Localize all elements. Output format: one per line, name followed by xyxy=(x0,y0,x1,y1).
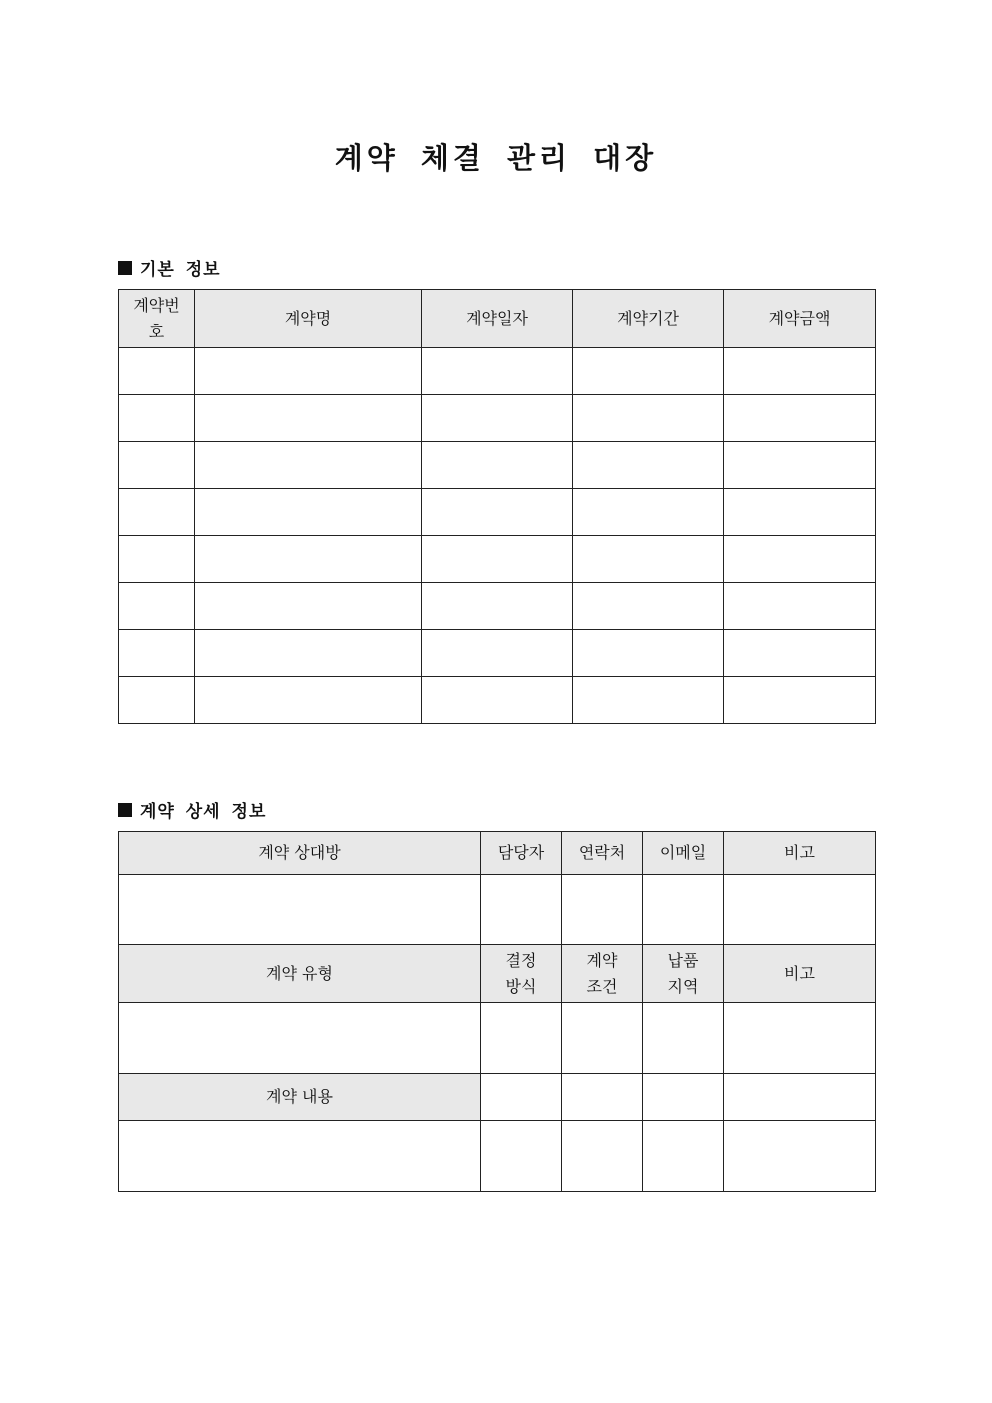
page-title: 계약 체결 관리 대장 xyxy=(334,141,658,175)
cell xyxy=(119,348,195,395)
table-header-row xyxy=(119,945,876,1003)
header-remarks: 비고 xyxy=(724,945,876,1003)
cell xyxy=(195,583,422,630)
header-contract-name: 계약명 xyxy=(195,290,422,348)
cell xyxy=(481,1003,562,1074)
cell xyxy=(573,395,724,442)
cell xyxy=(119,1003,481,1074)
cell xyxy=(724,395,876,442)
cell xyxy=(724,677,876,724)
section-heading-basic xyxy=(118,255,221,280)
square-bullet-icon xyxy=(118,261,132,275)
cell xyxy=(422,583,573,630)
table-header-row xyxy=(119,290,876,348)
cell xyxy=(573,536,724,583)
table-row xyxy=(119,875,876,945)
section-title: 계약 상세 정보 xyxy=(140,802,267,822)
square-bullet-icon xyxy=(118,803,132,817)
cell xyxy=(119,442,195,489)
basic-info-table xyxy=(118,289,876,724)
header-contract-amount: 계약금액 xyxy=(724,290,876,348)
cell xyxy=(643,875,724,945)
cell xyxy=(195,489,422,536)
header-contract-type: 계약 유형 xyxy=(119,945,481,1003)
cell xyxy=(119,536,195,583)
cell xyxy=(195,630,422,677)
cell xyxy=(643,1074,724,1121)
cell xyxy=(724,875,876,945)
header-delivery-region: 납품 지역 xyxy=(643,945,724,1003)
cell xyxy=(724,1121,876,1192)
cell xyxy=(724,630,876,677)
table-row xyxy=(119,1074,876,1121)
cell xyxy=(119,395,195,442)
cell xyxy=(195,536,422,583)
cell xyxy=(422,395,573,442)
section-heading-detail xyxy=(118,797,266,822)
cell xyxy=(481,875,562,945)
table-row xyxy=(119,1003,876,1074)
cell xyxy=(562,875,643,945)
cell xyxy=(724,1003,876,1074)
cell xyxy=(724,536,876,583)
table-row xyxy=(119,630,876,677)
cell xyxy=(481,1074,562,1121)
cell xyxy=(573,489,724,536)
cell xyxy=(573,442,724,489)
header-contract-content: 계약 내용 xyxy=(119,1074,481,1121)
cell xyxy=(119,583,195,630)
cell xyxy=(119,489,195,536)
header-email: 이메일 xyxy=(643,832,724,875)
cell xyxy=(573,583,724,630)
cell xyxy=(724,1074,876,1121)
cell xyxy=(724,442,876,489)
cell xyxy=(481,1121,562,1192)
cell xyxy=(724,583,876,630)
cell xyxy=(562,1003,643,1074)
cell xyxy=(573,348,724,395)
header-decision-method: 결정 방식 xyxy=(481,945,562,1003)
cell xyxy=(724,489,876,536)
header-contract-number: 계약번 호 xyxy=(119,290,195,348)
cell xyxy=(643,1121,724,1192)
header-contact: 연락처 xyxy=(562,832,643,875)
table-header-row xyxy=(119,832,876,875)
cell xyxy=(422,489,573,536)
cell xyxy=(643,1003,724,1074)
table-row xyxy=(119,1121,876,1192)
table-row xyxy=(119,677,876,724)
cell xyxy=(195,442,422,489)
header-counterparty: 계약 상대방 xyxy=(119,832,481,875)
table-row xyxy=(119,442,876,489)
cell xyxy=(119,1121,481,1192)
cell xyxy=(724,348,876,395)
cell xyxy=(562,1074,643,1121)
cell xyxy=(119,630,195,677)
cell xyxy=(562,1121,643,1192)
cell xyxy=(422,536,573,583)
cell xyxy=(422,442,573,489)
cell xyxy=(422,677,573,724)
cell xyxy=(422,348,573,395)
table-row xyxy=(119,583,876,630)
cell xyxy=(422,630,573,677)
cell xyxy=(195,677,422,724)
table-row xyxy=(119,348,876,395)
section-title: 기본 정보 xyxy=(140,260,221,280)
cell xyxy=(119,677,195,724)
header-contract-terms: 계약 조건 xyxy=(562,945,643,1003)
cell xyxy=(195,395,422,442)
table-row xyxy=(119,489,876,536)
header-contract-date: 계약일자 xyxy=(422,290,573,348)
table-row xyxy=(119,395,876,442)
header-contract-period: 계약기간 xyxy=(573,290,724,348)
table-row xyxy=(119,536,876,583)
cell xyxy=(573,677,724,724)
detail-info-table xyxy=(118,831,876,1192)
header-remarks: 비고 xyxy=(724,832,876,875)
header-manager: 담당자 xyxy=(481,832,562,875)
cell xyxy=(573,630,724,677)
cell xyxy=(119,875,481,945)
cell xyxy=(195,348,422,395)
